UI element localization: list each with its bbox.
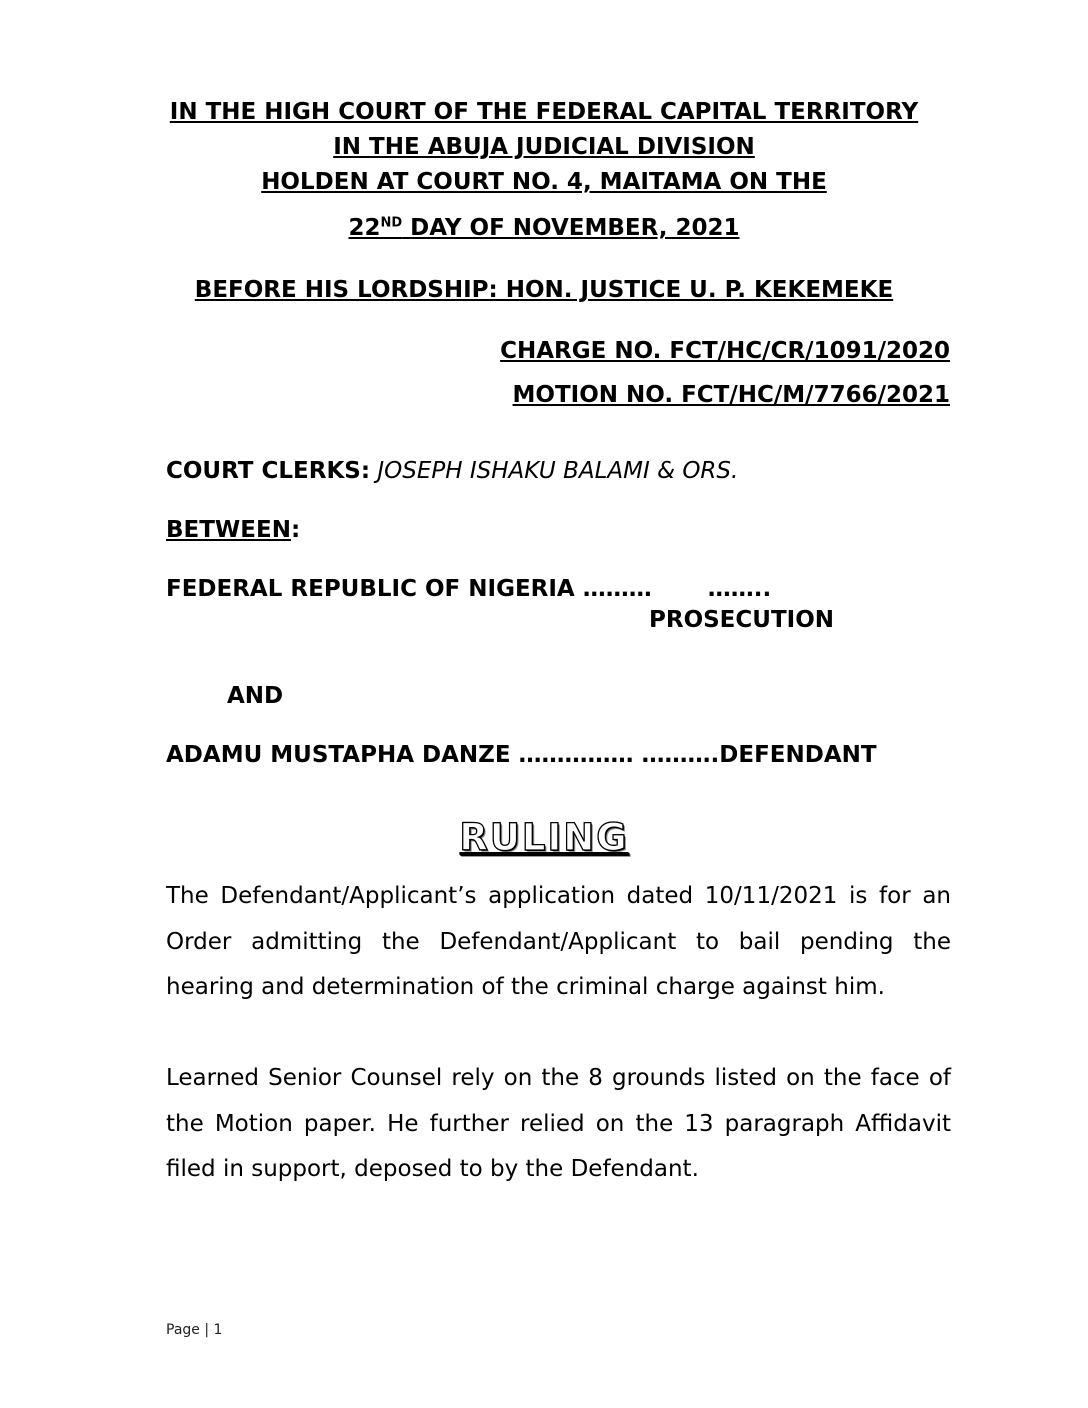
prosecution-party: FEDERAL REPUBLIC OF NIGERIA ……… ……..	[166, 576, 772, 602]
and-label: AND	[227, 683, 284, 709]
paragraph-2: Learned Senior Counsel rely on the 8 grounds listed on the face of the Motion paper. He further relied on the 13 paragraph Affidavit filed in support, deposed to by the Defendant.	[166, 1065, 951, 1182]
charge-number: CHARGE NO. FCT/HC/CR/1091/2020	[500, 338, 950, 364]
between-colon: :	[290, 517, 301, 543]
paragraph-1: The Defendant/Applicant’s application dated 10/11/2021 is for an Order admitting the Defendant/Applicant to bail pending the hearing and determination of the criminal charge against him.	[166, 883, 951, 1000]
prosecution-role: PROSECUTION	[649, 607, 834, 633]
court-clerks-line	[166, 457, 738, 485]
holden-line: HOLDEN AT COURT NO. 4, MAITAMA ON THE	[261, 169, 827, 195]
ruling-title: RULING	[459, 816, 629, 859]
defendant-party: ADAMU MUSTAPHA DANZE …………… ……….DEFENDANT	[166, 742, 877, 768]
page-number: Page | 1	[166, 1322, 223, 1338]
between-line	[166, 516, 300, 544]
court-title: IN THE HIGH COURT OF THE FEDERAL CAPITAL TERRITORY	[169, 99, 919, 125]
clerks-label: COURT CLERKS:	[166, 458, 371, 484]
date-day: 22	[348, 215, 381, 241]
clerks-names: JOSEPH ISHAKU BALAMI & ORS.	[377, 458, 739, 484]
date-rest: DAY OF NOVEMBER, 2021	[402, 215, 740, 241]
between-label: BETWEEN	[166, 517, 291, 543]
date-line	[0, 214, 1088, 242]
date-suffix: ND	[380, 215, 403, 231]
motion-number: MOTION NO. FCT/HC/M/7766/2021	[512, 382, 950, 408]
judge-line: BEFORE HIS LORDSHIP: HON. JUSTICE U. P. KEKEMEKE	[194, 277, 894, 303]
division-title: IN THE ABUJA JUDICIAL DIVISION	[333, 134, 755, 160]
